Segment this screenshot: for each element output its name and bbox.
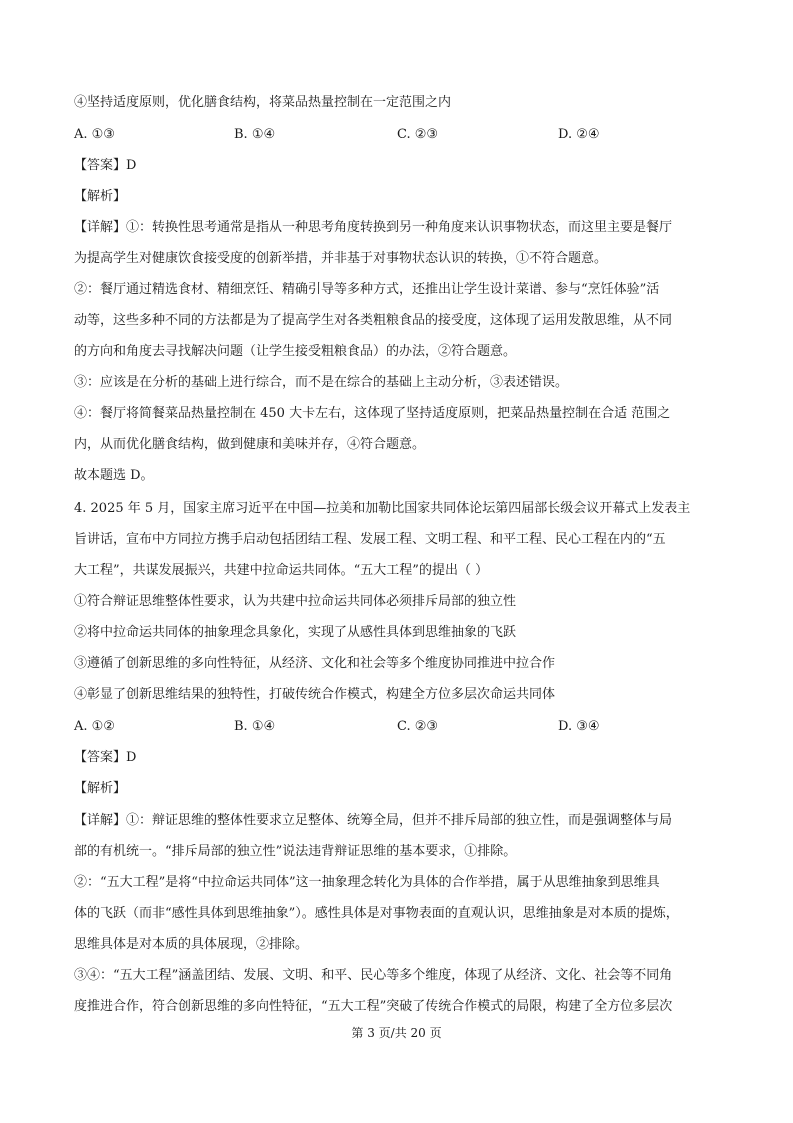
page-footer: 第 3 页/共 20 页 <box>351 1026 442 1040</box>
q4-detail-line: 思维具体是对本质的具体展现，②排除。 <box>74 937 309 952</box>
q4-item-2: ②将中拉命运共同体的抽象理念具象化，实现了从感性具体到思维抽象的飞跃 <box>74 625 517 640</box>
q4-stem-line: 4. 2025 年 5 月，国家主席习近平在中国—拉美和加勒比国家共同体论坛第四届部长级会议开幕式上发表主 <box>74 501 691 516</box>
q3-item-4: ④坚持适度原则，优化膳食结构，将菜品热量控制在一定范围之内 <box>74 95 452 110</box>
q3-conclusion: 故本题选 D。 <box>74 468 154 483</box>
q4-option-d: D. ③④ <box>558 719 600 734</box>
q4-detail-line: ②：“五大工程”是将“中拉命运共同体”这一抽象理念转化为具体的合作举措，属于从思维抽象到思维具 <box>74 875 660 890</box>
q4-answer: 【答案】D <box>74 750 137 765</box>
q4-analysis-label: 【解析】 <box>74 781 127 796</box>
q3-detail-line: 【详解】①：转换性思考通常是指从一种思考角度转换到另一种角度来认识事物状态，而这里主要是餐厅 <box>74 220 673 235</box>
q3-option-b: B. ①④ <box>234 127 276 142</box>
q4-option-b: B. ①④ <box>234 719 276 734</box>
q4-detail-line: 部的有机统一。“排斥局部的独立性”说法违背辩证思维的基本要求，①排除。 <box>74 844 517 859</box>
q3-detail-line: ②：餐厅通过精选食材、精细烹饪、精确引导等多种方式，还推出让学生设计菜谱、参与“烹饪体验”活 <box>74 282 660 297</box>
q3-detail-line: 为提高学生对健康饮食接受度的创新举措，并非基于对事物状态认识的转换，①不符合题意。 <box>74 251 608 266</box>
q4-options <box>74 718 714 736</box>
q4-stem-line: 旨讲话，宣布中方同拉方携手启动包括团结工程、发展工程、文明工程、和平工程、民心工程在内的“五 <box>74 532 666 547</box>
q3-detail-line: 动等，这些多种不同的方法都是为了提高学生对各类粗粮食品的接受度，这体现了运用发散思维，从不同 <box>74 313 673 328</box>
q3-answer: 【答案】D <box>74 158 137 173</box>
q4-detail-line: ③④：“五大工程”涵盖团结、发展、文明、和平、民心等多个维度，体现了从经济、文化、社会等不同角 <box>74 968 673 983</box>
q3-detail-line: ④：餐厅将简餐菜品热量控制在 450 大卡左右，这体现了坚持适度原则，把菜品热量控制在合适 范围之 <box>74 406 671 421</box>
q4-option-a: A. ①② <box>74 719 115 734</box>
q3-option-c: C. ②③ <box>397 127 439 142</box>
q4-item-4: ④彰显了创新思维结果的独特性，打破传统合作模式，构建全方位多层次命运共同体 <box>74 687 556 702</box>
q4-item-3: ③遵循了创新思维的多向性特征，从经济、文化和社会等多个维度协同推进中拉合作 <box>74 656 556 671</box>
q4-option-c: C. ②③ <box>397 719 439 734</box>
q4-stem-line: 大工程”，共谋发展振兴，共建中拉命运共同体。“五大工程”的提出（ ） <box>74 563 489 578</box>
q3-options <box>74 126 714 144</box>
q4-detail-line: 体的飞跃（而非“感性具体到思维抽象”）。感性具体是对事物表面的直观认识，思维抽象是对本质的提炼， <box>74 906 679 921</box>
q4-item-1: ①符合辩证思维整体性要求，认为共建中拉命运共同体必须排斥局部的独立性 <box>74 594 517 609</box>
q4-detail-line: 度推进合作，符合创新思维的多向性特征，“五大工程”突破了传统合作模式的局限，构建了全方位多层次 <box>74 999 673 1014</box>
q3-detail-line: 内，从而优化膳食结构，做到健康和美味并存，④符合题意。 <box>74 437 426 452</box>
q3-option-a: A. ①③ <box>74 127 115 142</box>
q3-detail-line: ③：应该是在分析的基础上进行综合，而不是在综合的基础上主动分析，③表述错误。 <box>74 375 569 390</box>
q3-detail-line: 的方向和角度去寻找解决问题（让学生接受粗粮食品）的办法，②符合题意。 <box>74 344 517 359</box>
q3-analysis-label: 【解析】 <box>74 189 127 204</box>
q4-detail-line: 【详解】①：辩证思维的整体性要求立足整体、统筹全局，但并不排斥局部的独立性，而是强调整体与局 <box>74 813 673 828</box>
q3-option-d: D. ②④ <box>558 127 600 142</box>
